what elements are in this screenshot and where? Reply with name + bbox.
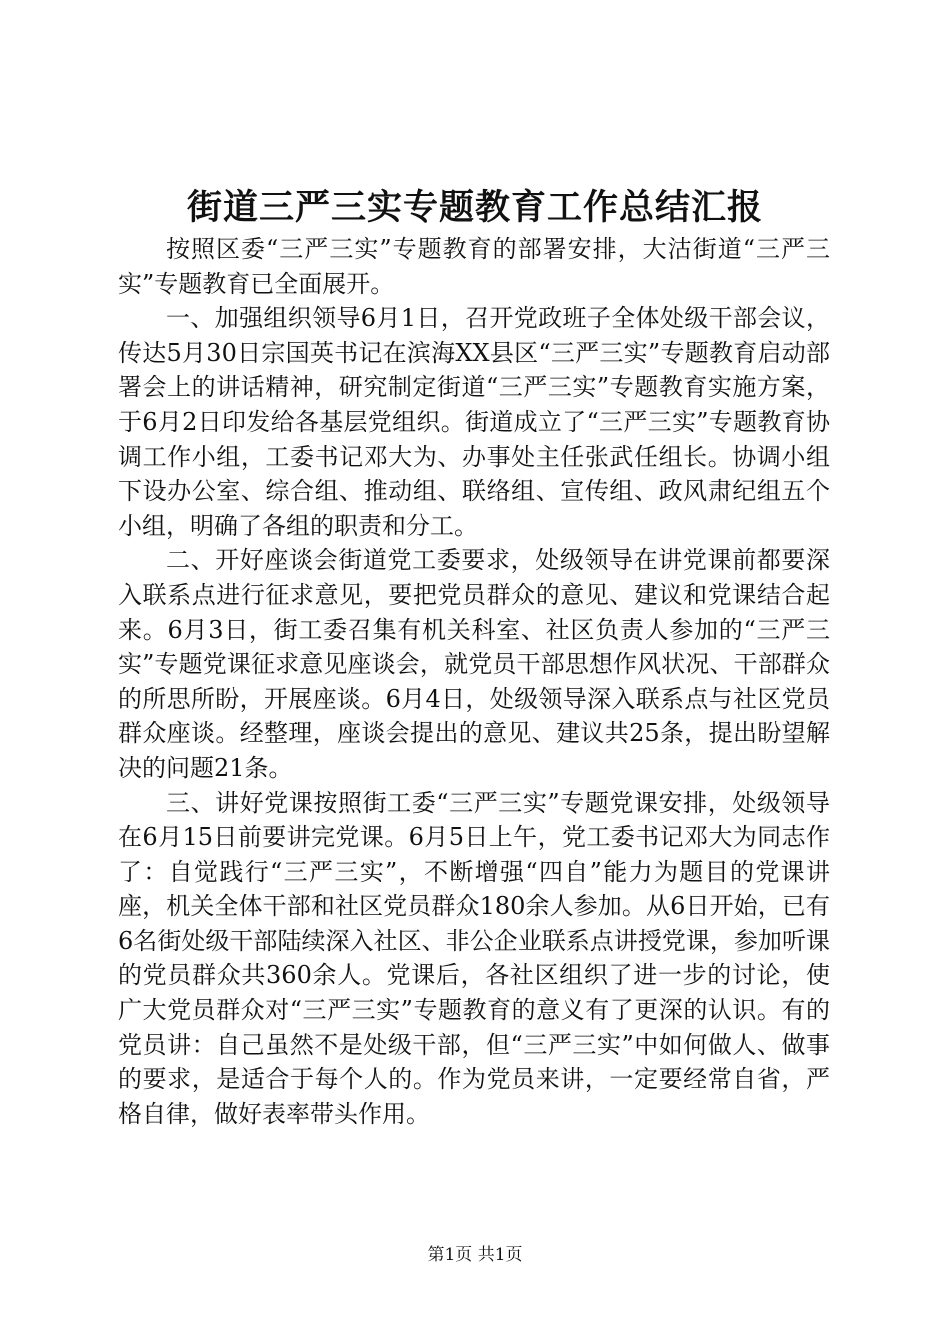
paragraph-organization: 一、加强组织领导6月1日，召开党政班子全体处级干部会议，传达5月30日宗国英书记在滨海XX县区“三严三实”专题教育启动部署会上的讲话精神，研究制定街道“三严三实”专题教育实施方案，于6月2日印发给各基层党组织。街道成立了“三严三实”专题教育协调工作小组，工委书记邓大为、办事处主任张武任组长。协调小组下设办公室、综合组、推动组、联络组、宣传组、政风肃纪组五个小组，明确了各组的职责和分工。 — [118, 304, 830, 540]
paragraph-party-lecture: 三、讲好党课按照街工委“三严三实”专题党课安排，处级领导在6月15日前要讲完党课。6月5日上午，党工委书记邓大为同志作了：自觉践行“三严三实”，不断增强“四自”能力为题目的党课讲座，机关全体干部和社区党员群众180余人参加。从6日开始，已有6名街处级干部陆续深入社区、非公企业联系点讲授党课，参加听课的党员群众共360余人。党课后，各社区组织了进一步的讨论，使广大党员群众对“三严三实”专题教育的意义有了更深的认识。有的党员讲：自己虽然不是处级干部，但“三严三实”中如何做人、做事的要求，是适合于每个人的。作为党员来讲，一定要经常自省，严格自律，做好表率带头作用。 — [118, 788, 830, 1128]
paragraph-intro: 按照区委“三严三实”专题教育的部署安排，大沽街道“三严三实”专题教育已全面展开。 — [118, 235, 830, 298]
document-body — [118, 232, 830, 1131]
page-number-footer: 第1页 共1页 — [427, 1245, 523, 1265]
document-title: 街道三严三实专题教育工作总结汇报 — [186, 187, 763, 228]
paragraph-symposium: 二、开好座谈会街道党工委要求，处级领导在讲党课前都要深入联系点进行征求意见，要把党员群众的意见、建议和党课结合起来。6月3日，街工委召集有机关科室、社区负责人参加的“三严三实”专题党课征求意见座谈会，就党员干部思想作风状况、干部群众的所思所盼，开展座谈。6月4日，处级领导深入联系点与社区党员群众座谈。经整理，座谈会提出的意见、建议共25条，提出盼望解决的问题21条。 — [118, 546, 830, 782]
